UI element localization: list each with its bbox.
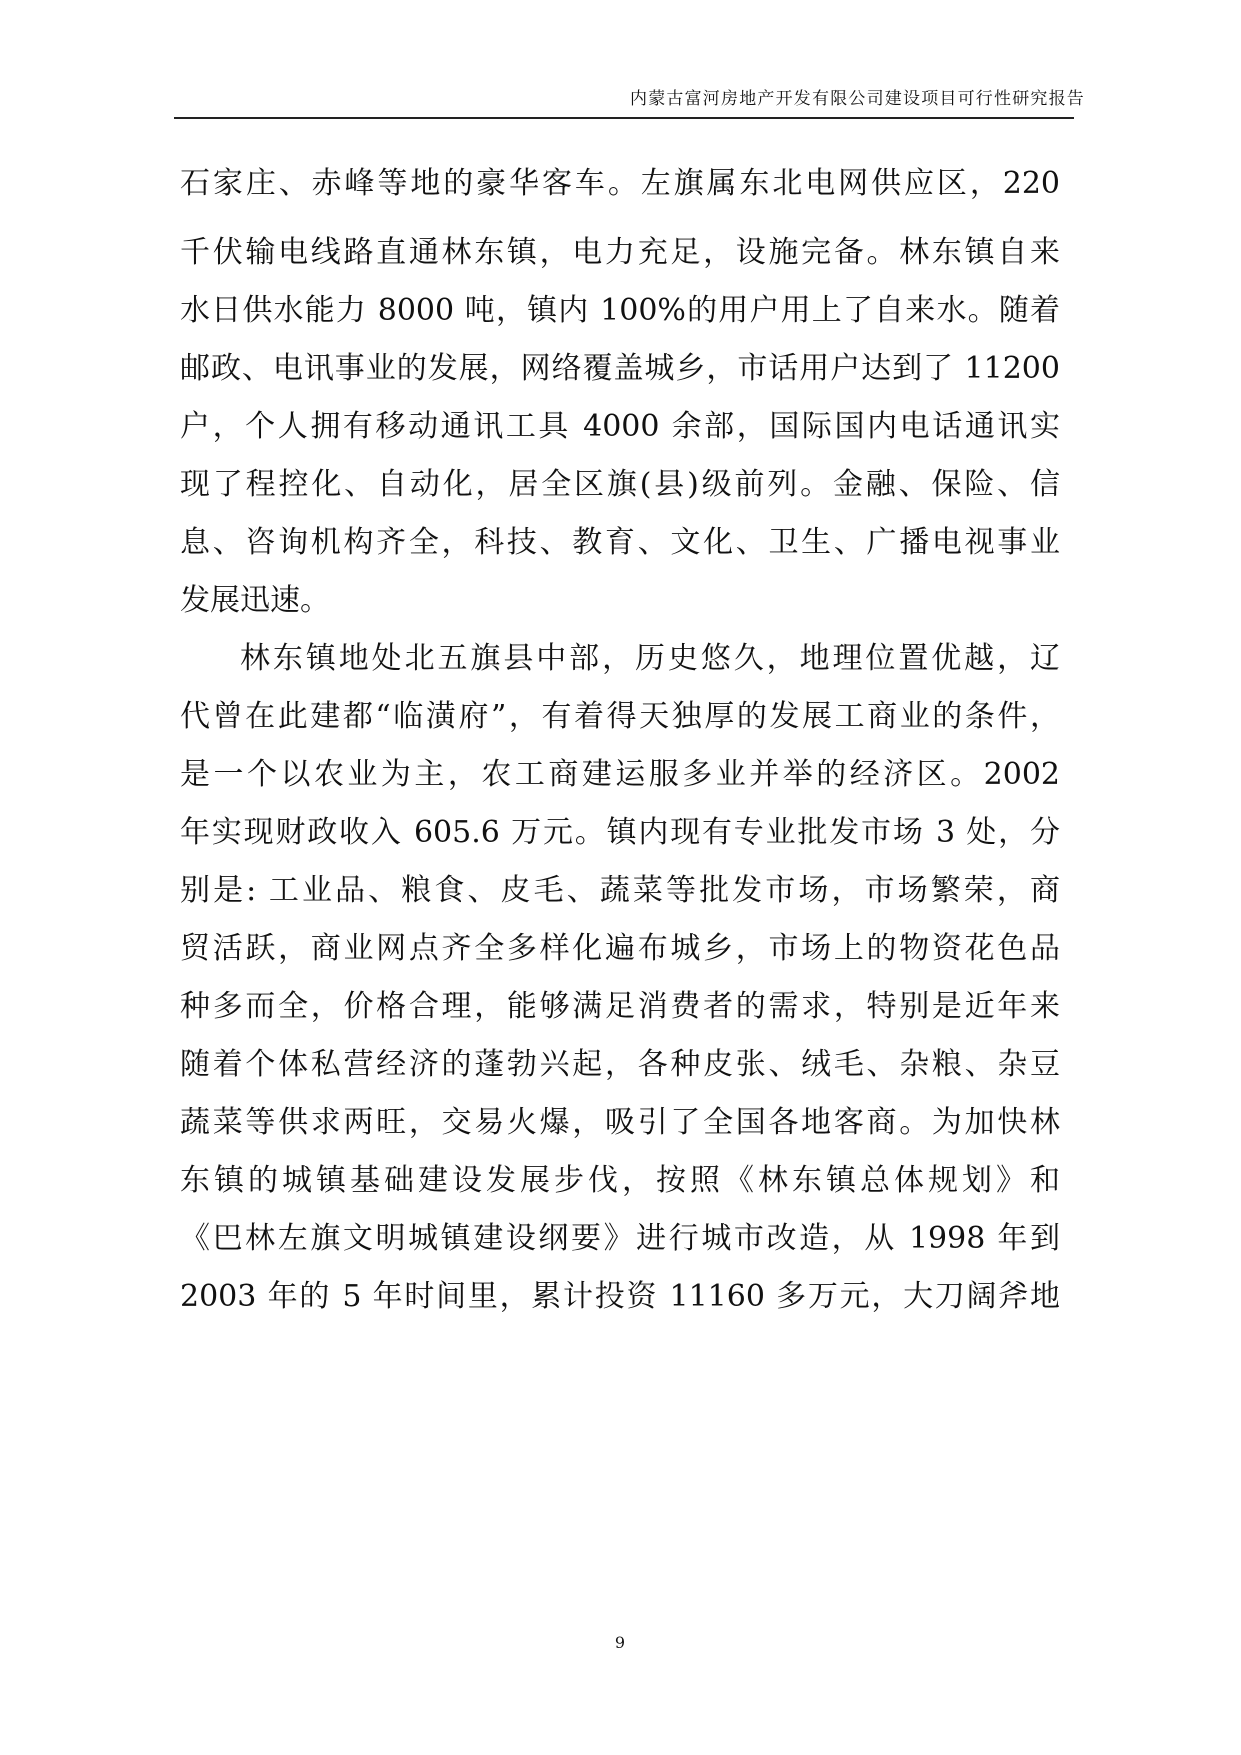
body-line: 别是: 工业品、粮食、皮毛、蔬菜等批发市场，市场繁荣，商 xyxy=(180,873,1060,908)
body-line: 蔬菜等供求两旺，交易火爆，吸引了全国各地客商。为加快林 xyxy=(180,1105,1060,1140)
body-line: 水日供水能力 8000 吨，镇内 100%的用户用上了自来水。随着 xyxy=(180,293,1060,328)
body-line: 石家庄、赤峰等地的豪华客车。左旗属东北电网供应区，220 xyxy=(180,166,1060,201)
body-line: 代曾在此建都“临潢府”，有着得天独厚的发展工商业的条件， xyxy=(180,699,1060,734)
body-line: 随着个体私营经济的蓬勃兴起，各种皮张、绒毛、杂粮、杂豆 xyxy=(180,1047,1060,1082)
page-header-title: 内蒙古富河房地产开发有限公司建设项目可行性研究报告 xyxy=(630,89,1085,109)
body-line: 是一个以农业为主，农工商建运服多业并举的经济区。2002 xyxy=(180,757,1060,792)
page-number: 9 xyxy=(614,1633,626,1652)
header-divider xyxy=(174,117,1074,119)
body-line: 东镇的城镇基础建设发展步伐，按照《林东镇总体规划》和 xyxy=(180,1163,1060,1198)
body-line: 息、咨询机构齐全，科技、教育、文化、卫生、广播电视事业 xyxy=(180,525,1060,560)
body-line: 户，个人拥有移动通讯工具 4000 余部，国际国内电话通讯实 xyxy=(180,409,1060,444)
body-line: 种多而全，价格合理，能够满足消费者的需求，特别是近年来 xyxy=(180,989,1060,1024)
body-line: 2003 年的 5 年时间里，累计投资 11160 多万元，大刀阔斧地 xyxy=(180,1279,1060,1314)
body-line: 千伏输电线路直通林东镇，电力充足，设施完备。林东镇自来 xyxy=(180,235,1060,270)
body-line: 《巴林左旗文明城镇建设纲要》进行城市改造，从 1998 年到 xyxy=(180,1221,1060,1256)
body-line: 年实现财政收入 605.6 万元。镇内现有专业批发市场 3 处，分 xyxy=(180,815,1060,850)
paragraph-first-line: 林东镇地处北五旗县中部，历史悠久，地理位置优越，辽 xyxy=(240,641,1060,676)
body-line: 邮政、电讯事业的发展，网络覆盖城乡，市话用户达到了 11200 xyxy=(180,351,1060,386)
body-line: 贸活跃，商业网点齐全多样化遍布城乡，市场上的物资花色品 xyxy=(180,931,1060,966)
body-line: 发展迅速。 xyxy=(180,583,330,618)
body-line: 现了程控化、自动化，居全区旗(县)级前列。金融、保险、信 xyxy=(180,467,1060,502)
